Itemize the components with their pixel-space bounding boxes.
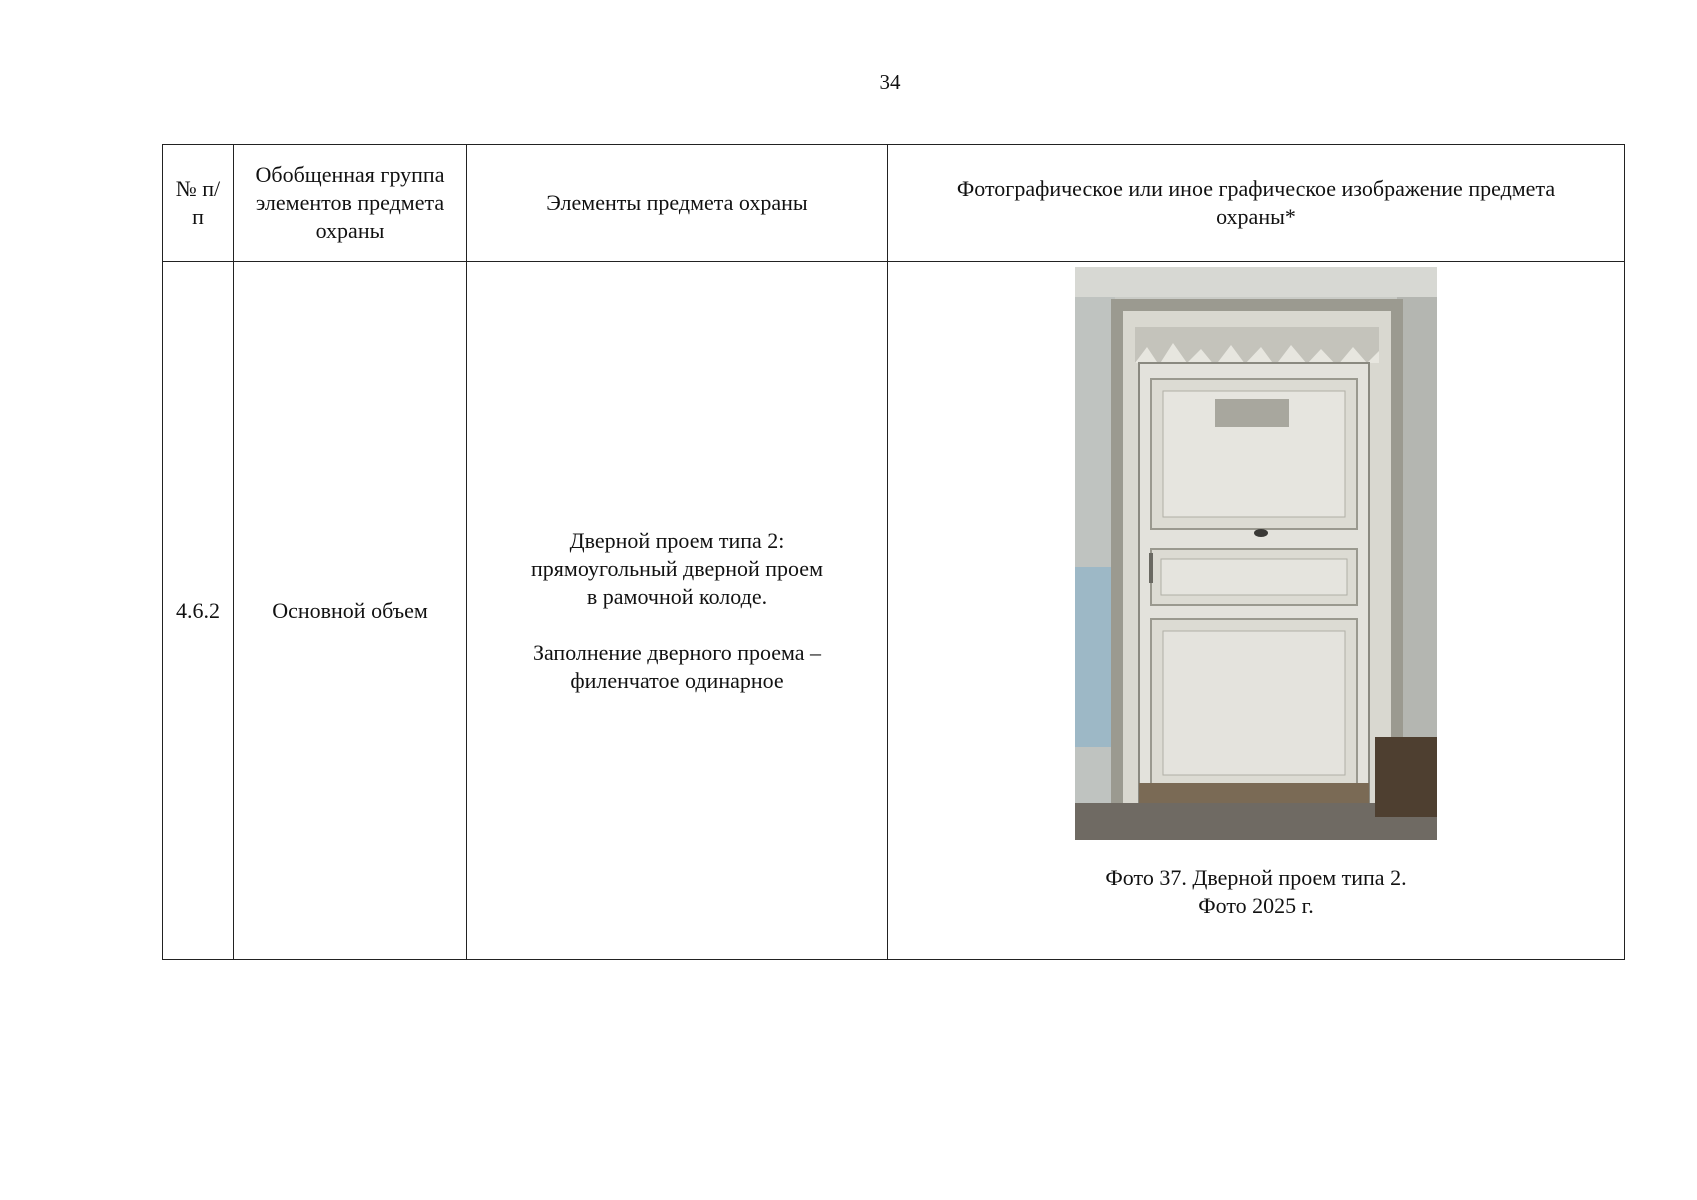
row-group: Основной объем <box>234 262 467 960</box>
elements-line: филенчатое одинарное <box>570 667 784 693</box>
row-photo-cell <box>888 262 1625 960</box>
elements-line: Дверной проем типа 2: <box>569 527 785 553</box>
page-number: 34 <box>879 70 901 94</box>
door-photo-image <box>1075 267 1437 840</box>
photo-caption <box>1105 864 1406 920</box>
header-num: № п/п <box>163 145 234 262</box>
table-row <box>163 262 1625 960</box>
table-header-row <box>163 145 1625 262</box>
row-elements <box>467 262 888 960</box>
header-group: Обобщенная группа элементов предмета охраны <box>234 145 467 262</box>
header-photo: Фотографическое или иное графическое изображение предмета охраны* <box>888 145 1625 262</box>
protection-subject-table <box>162 144 1625 960</box>
door-photo <box>1075 267 1437 840</box>
header-elements: Элементы предмета охраны <box>467 145 888 262</box>
elements-line: в рамочной колоде. <box>586 583 768 609</box>
caption-line: Фото 2025 г. <box>1198 893 1314 918</box>
row-num: 4.6.2 <box>163 262 234 960</box>
elements-line: Заполнение дверного проема – <box>532 639 822 665</box>
caption-line: Фото 37. Дверной проем типа 2. <box>1105 865 1407 890</box>
elements-line: прямоугольный дверной проем <box>531 555 823 581</box>
